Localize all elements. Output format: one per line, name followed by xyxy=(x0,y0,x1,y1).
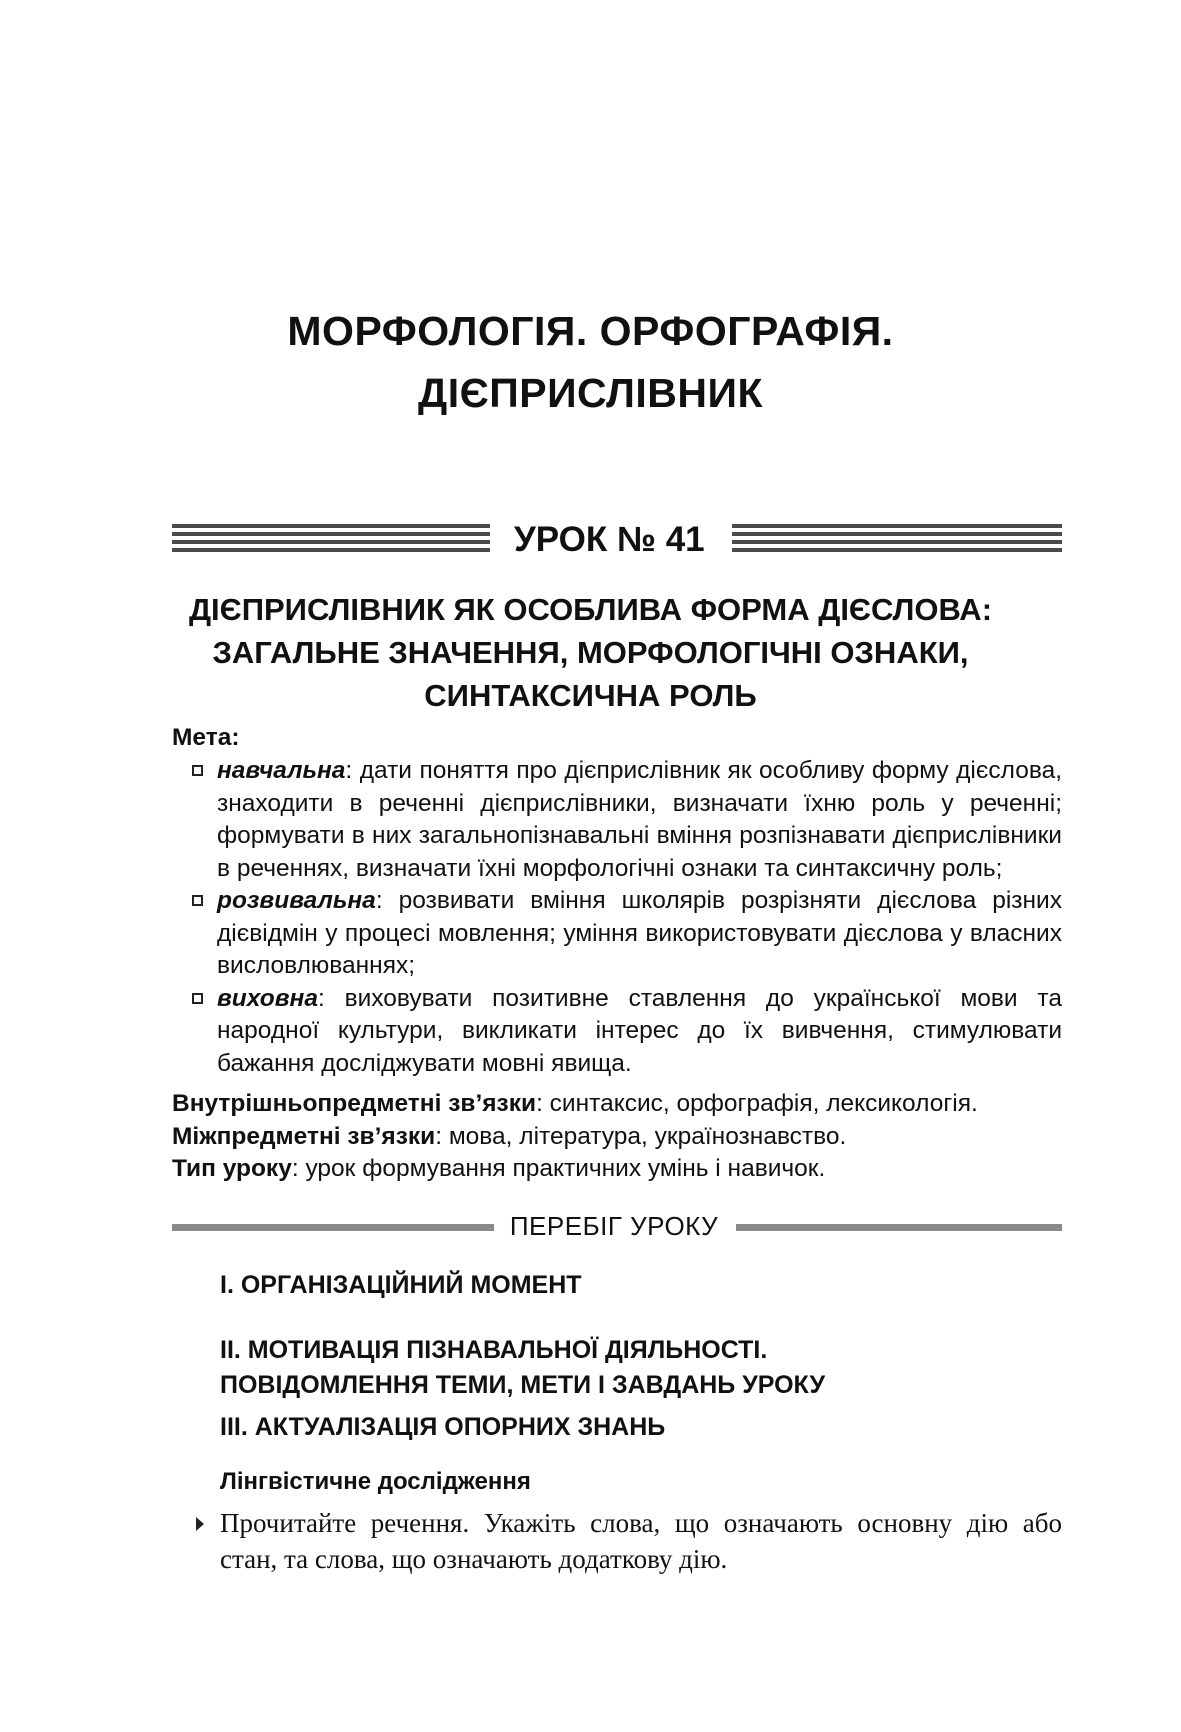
meta-label: Міжпредметні зв’язки xyxy=(172,1122,436,1150)
chapter-title-line-1: МОРФОЛОГІЯ. ОРФОГРАФІЯ. xyxy=(287,308,894,354)
lesson-number-row xyxy=(172,512,1062,568)
lesson-progress-label: ПЕРЕБІГ УРОКУ xyxy=(509,1211,719,1241)
goals-list xyxy=(192,755,1062,1080)
meta-value: : урок формування практичних умінь і навичок. xyxy=(291,1155,826,1182)
goal-item-upbringing xyxy=(192,983,1062,1081)
decorative-rule-right xyxy=(732,524,1062,554)
triangle-bullet-icon xyxy=(196,1517,204,1531)
lesson-type xyxy=(172,1153,1072,1186)
linguistic-research-heading: Лінгвістичне дослідження xyxy=(220,1468,531,1495)
meta-value: : мова, література, українознавство. xyxy=(435,1122,847,1150)
stage-2-line-2: ПОВІДОМЛЕННЯ ТЕМИ, МЕТИ І ЗАВДАНЬ УРОКУ xyxy=(220,1371,825,1399)
decorative-rule-left xyxy=(172,1224,494,1231)
stage-1-heading: І. ОРГАНІЗАЦІЙНИЙ МОМЕНТ xyxy=(220,1271,582,1299)
goal-text: : виховувати позитивне ставлення до української мови та народної культури, викликати інтерес до їх вивчення, стимулювати бажання досліджувати мовні явища. xyxy=(217,984,1062,1077)
goal-text: : дати поняття про дієприслівник як особливу форму дієслова, знаходити в реченні дієприслівники, визначати їхню роль у реченні; формувати в них загальнопізнавальні вміння розпізнавати дієприслівники в реченнях, визначати їхні морфологічні ознаки та синтаксичну роль; xyxy=(217,757,1062,882)
stage-3-heading: ІІІ. АКТУАЛІЗАЦІЯ ОПОРНИХ ЗНАНЬ xyxy=(220,1413,666,1441)
goal-term: навчальна xyxy=(217,757,346,784)
goals-label: Мета: xyxy=(172,724,240,751)
square-bullet-icon xyxy=(192,895,203,906)
square-bullet-icon xyxy=(192,765,203,776)
square-bullet-icon xyxy=(192,993,203,1004)
stage-2-heading xyxy=(220,1333,825,1403)
meta-value: : синтаксис, орфографія, лексикологія. xyxy=(536,1090,978,1117)
meta-label: Внутрішньопредметні зв’язки xyxy=(172,1090,537,1117)
lesson-number: УРОК № 41 xyxy=(514,520,705,559)
goal-text: : розвивати вміння школярів розрізняти дієслова різних дієвідмін у процесі мовлення; уміння використовувати дієслова у власних висловлюваннях; xyxy=(217,887,1062,979)
goal-item-educational xyxy=(192,755,1062,885)
stage-2-line-1: ІІ. МОТИВАЦІЯ ПІЗНАВАЛЬНОЇ ДІЯЛЬНОСТІ. xyxy=(220,1336,768,1364)
decorative-rule-left xyxy=(172,524,490,554)
task-text: Прочитайте речення. Укажіть слова, що означають основну дію або стан, та слова, що означають додаткову дію. xyxy=(220,1508,1062,1574)
lesson-title-line-1: ДІЄПРИСЛІВНИК ЯК ОСОБЛИВА ФОРМА ДІЄСЛОВА: xyxy=(188,592,993,627)
lesson-meta xyxy=(172,1088,1072,1186)
goal-term: виховна xyxy=(217,984,318,1012)
meta-label: Тип уроку xyxy=(172,1155,292,1182)
inter-subject-links xyxy=(172,1121,1072,1154)
lesson-progress-divider xyxy=(172,1206,1062,1246)
lesson-title-line-2: ЗАГАЛЬНЕ ЗНАЧЕННЯ, МОРФОЛОГІЧНІ ОЗНАКИ, xyxy=(212,635,969,670)
goal-item-developmental xyxy=(192,885,1062,983)
decorative-rule-right xyxy=(736,1224,1062,1231)
lesson-title xyxy=(0,588,1181,717)
goal-term: розвивальна xyxy=(217,887,376,914)
chapter-title-line-2: ДІЄПРИСЛІВНИК xyxy=(417,370,763,416)
lesson-title-line-3: СИНТАКСИЧНА РОЛЬ xyxy=(424,678,757,713)
goals-label-text: Мета xyxy=(172,724,232,751)
task-item xyxy=(196,1505,1062,1577)
inner-subject-links xyxy=(172,1088,1072,1121)
